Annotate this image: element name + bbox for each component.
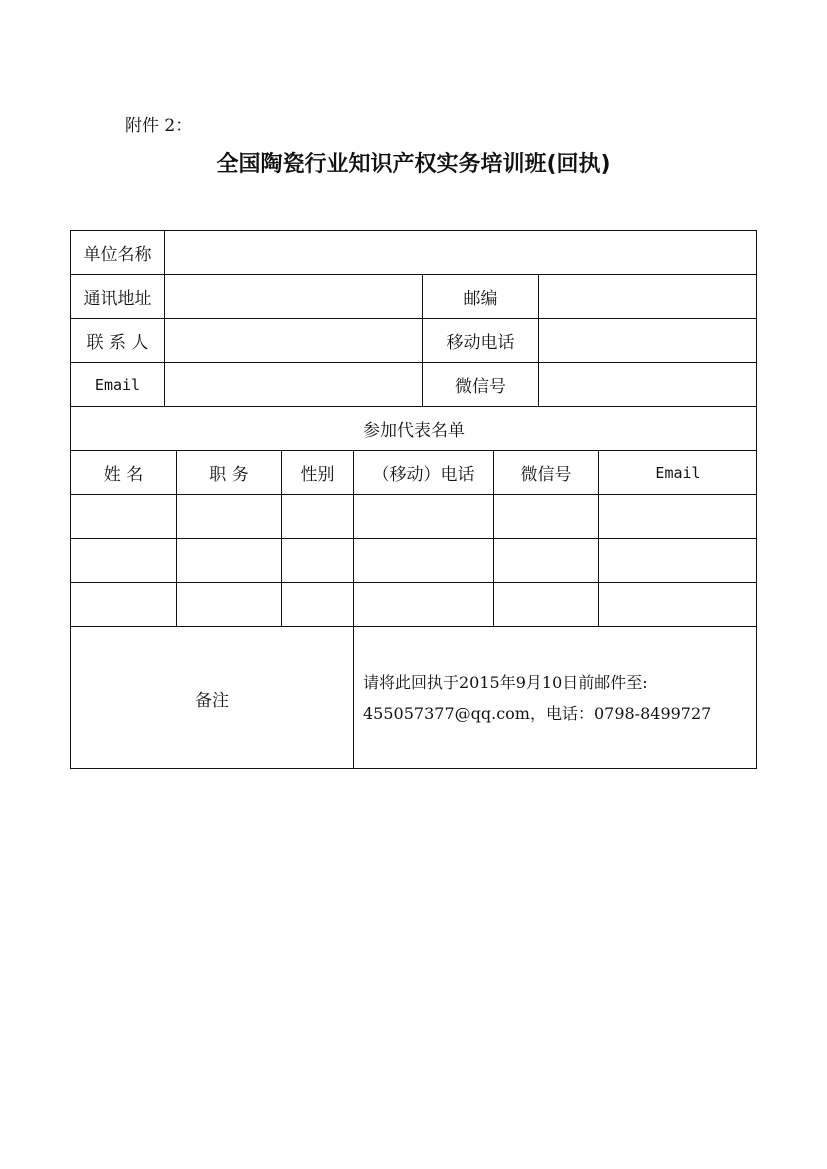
remarks-contact-text: 455057377@qq.com，电话：0798-8499727 xyxy=(363,704,712,723)
postcode-label: 邮编 xyxy=(422,274,538,318)
postcode-input[interactable] xyxy=(538,274,757,318)
email-label: Email xyxy=(70,362,164,406)
column-header-wechat: 微信号 xyxy=(493,450,598,494)
delegate-email-cell[interactable] xyxy=(598,494,757,538)
delegate-email-cell[interactable] xyxy=(598,582,757,626)
delegate-wechat-cell[interactable] xyxy=(493,494,598,538)
attachment-label: 附件 2： xyxy=(125,116,193,136)
delegate-name-cell[interactable] xyxy=(70,582,176,626)
column-header-email: Email xyxy=(598,450,757,494)
contact-input[interactable] xyxy=(164,318,422,362)
delegate-name-cell[interactable] xyxy=(70,538,176,582)
wechat-label: 微信号 xyxy=(422,362,538,406)
delegate-wechat-cell[interactable] xyxy=(493,538,598,582)
wechat-input[interactable] xyxy=(538,362,757,406)
remarks-content xyxy=(353,626,757,769)
remarks-label: 备注 xyxy=(70,626,353,769)
page-title: 全国陶瓷行业知识产权实务培训班(回执) xyxy=(216,152,611,177)
column-header-name: 姓 名 xyxy=(70,450,176,494)
delegate-gender-cell[interactable] xyxy=(281,538,353,582)
unit-name-label: 单位名称 xyxy=(70,230,164,274)
mobile-input[interactable] xyxy=(538,318,757,362)
email-input[interactable] xyxy=(164,362,422,406)
contact-label: 联 系 人 xyxy=(70,318,164,362)
delegate-phone-cell[interactable] xyxy=(353,538,493,582)
delegate-phone-cell[interactable] xyxy=(353,494,493,538)
delegate-email-cell[interactable] xyxy=(598,538,757,582)
delegate-phone-cell[interactable] xyxy=(353,582,493,626)
delegate-position-cell[interactable] xyxy=(176,582,281,626)
delegate-gender-cell[interactable] xyxy=(281,494,353,538)
mobile-label: 移动电话 xyxy=(422,318,538,362)
unit-name-input[interactable] xyxy=(164,230,757,274)
address-input[interactable] xyxy=(164,274,422,318)
delegate-gender-cell[interactable] xyxy=(281,582,353,626)
column-header-position: 职 务 xyxy=(176,450,281,494)
delegates-section-title: 参加代表名单 xyxy=(70,406,757,450)
delegate-position-cell[interactable] xyxy=(176,538,281,582)
column-header-phone: （移动）电话 xyxy=(353,450,493,494)
receipt-form xyxy=(70,230,757,769)
delegate-wechat-cell[interactable] xyxy=(493,582,598,626)
address-label: 通讯地址 xyxy=(70,274,164,318)
delegate-position-cell[interactable] xyxy=(176,494,281,538)
remarks-deadline-text: 请将此回执于2015年9月10日前邮件至: xyxy=(363,673,648,692)
delegate-name-cell[interactable] xyxy=(70,494,176,538)
column-header-gender: 性别 xyxy=(281,450,353,494)
